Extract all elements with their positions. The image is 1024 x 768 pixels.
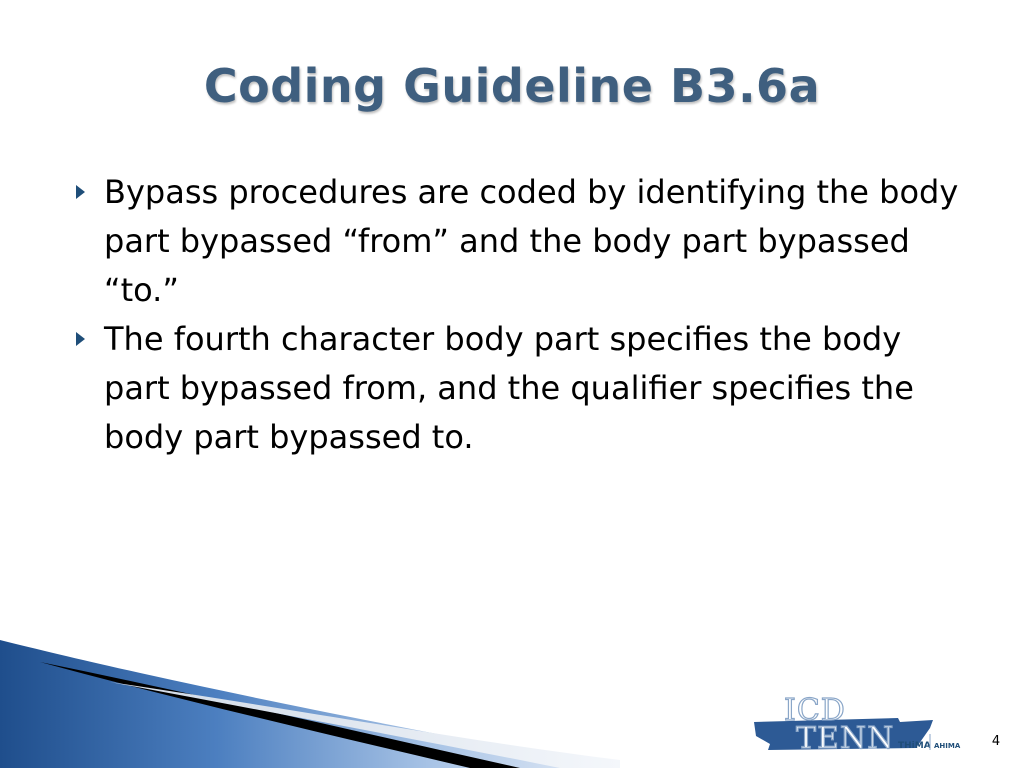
logo-ahima: AHIMA: [934, 742, 961, 750]
triangle-right-icon: [76, 185, 85, 199]
decorative-swoosh: [0, 640, 620, 768]
page-number: 4: [991, 734, 1001, 749]
slide-title: Coding Guideline B3.6a: [203, 59, 821, 113]
logo-text-icd: ICD: [784, 693, 846, 728]
bullet-list: [72, 168, 972, 462]
icd-tenn-logo: [748, 692, 973, 754]
bullet-item: [72, 168, 972, 315]
triangle-right-icon: [76, 332, 85, 346]
bullet-text: Bypass procedures are coded by identifying the body part bypassed “from” and the body part bypassed “to.”: [104, 173, 959, 309]
logo-text-tenn: TENN: [796, 721, 895, 754]
logo-thima: THiMA: [898, 741, 931, 751]
bullet-text: The fourth character body part specifies the body part bypassed from, and the qualifier specifies the body part bypassed to.: [104, 320, 914, 456]
bullet-item: [72, 315, 972, 462]
